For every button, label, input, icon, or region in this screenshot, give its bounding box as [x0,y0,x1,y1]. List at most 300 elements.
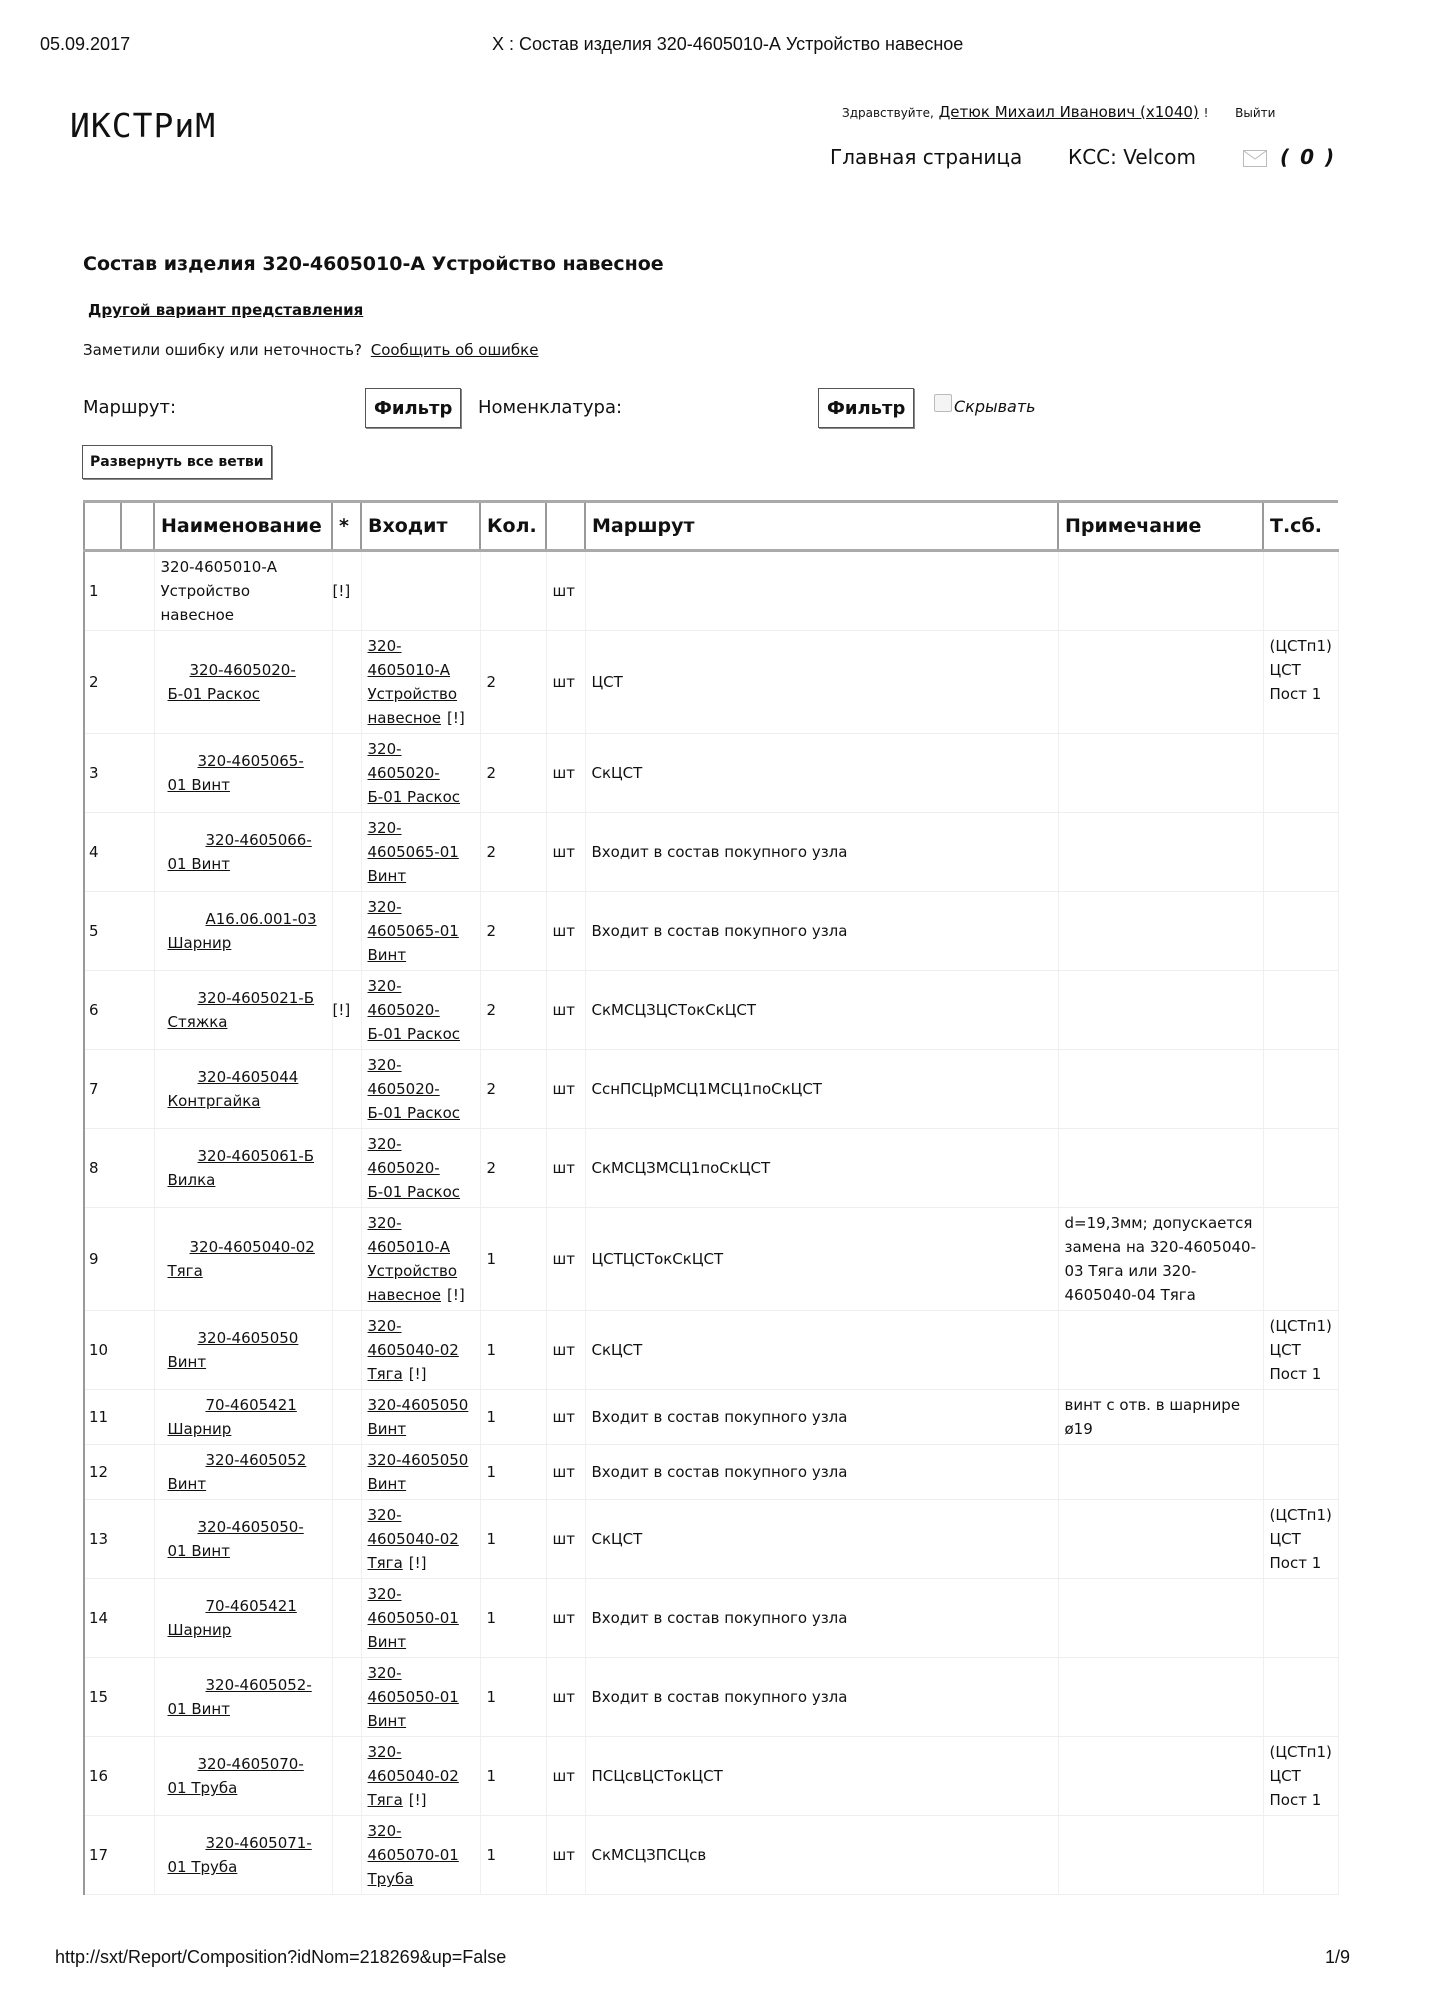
quantity-text: 1 [486,1250,497,1268]
item-name[interactable] [154,1500,332,1579]
parent-item[interactable] [361,734,480,813]
table-row [84,971,1338,1050]
row-number [84,1050,154,1129]
item-name-link[interactable]: 320-4605052-01 Винт [167,1676,312,1718]
table-row [84,892,1338,971]
unit-text: шт [552,843,575,861]
parent-item-link[interactable]: 320-4605050-01 Винт [367,1664,459,1730]
nav-home[interactable]: Главная страница [830,145,1023,169]
unit [546,1129,585,1208]
parent-item-link[interactable]: 320-4605010-А Устройство навесное [367,637,458,727]
table-row [84,1658,1338,1737]
quantity-text: 2 [486,1080,497,1098]
route-text: Входит в состав покупного узла [591,1408,848,1426]
parent-item[interactable] [361,1390,480,1445]
item-name-link[interactable]: 320-4605050 Винт [167,1329,299,1371]
item-name-link[interactable]: 320-4605065-01 Винт [167,752,304,794]
parent-item[interactable] [361,813,480,892]
row-number [84,892,154,971]
row-number-text: 8 [89,1159,99,1177]
unit [546,1390,585,1445]
route [585,971,1058,1050]
row-number [84,1445,154,1500]
quantity [480,551,546,631]
quantity-text: 1 [486,1609,497,1627]
parent-item-link[interactable]: 320-4605040-02 Тяга [367,1743,459,1809]
parent-item[interactable] [361,1129,480,1208]
row-number-text: 10 [89,1341,109,1359]
row-number-text: 1 [89,582,99,600]
note [1058,631,1263,734]
unit [546,631,585,734]
table-row [84,813,1338,892]
unit [546,1445,585,1500]
assembly-shop [1263,1816,1338,1895]
item-name-link[interactable]: 320-4605071-01 Труба [167,1834,312,1876]
quantity-text: 2 [486,1159,497,1177]
assembly-shop [1263,1311,1338,1390]
header-col-qty: Кол. [480,502,546,551]
route-text: СкЦСТ [591,764,643,782]
row-number [84,1500,154,1579]
parent-item-link[interactable]: 320-4605040-02 Тяга [367,1506,459,1572]
header-col-unit [546,502,585,551]
assembly-shop-text: (ЦСТп1) ЦСТ Пост 1 [1269,637,1332,703]
row-number-text: 16 [89,1767,109,1785]
error-report [83,341,538,359]
assembly-shop [1263,1390,1338,1445]
greeting [842,103,1275,121]
route-label: Маршрут: [83,397,177,418]
route-text: СкЦСТ [591,1530,643,1548]
route [585,1658,1058,1737]
item-flag [332,1390,361,1445]
row-number [84,1129,154,1208]
route [585,1129,1058,1208]
row-number [84,1658,154,1737]
item-flag [332,631,361,734]
note [1058,892,1263,971]
route-text: ЦСТЦСТокСкЦСТ [591,1250,724,1268]
note [1058,1311,1263,1390]
parent-item-link[interactable]: 320-4605020-Б-01 Раскос [367,1056,461,1122]
route-text: Входит в состав покупного узла [591,1609,848,1627]
item-name-link[interactable]: 320-4605020-Б-01 Раскос [167,661,296,703]
parent-flag: [!] [408,1365,427,1383]
item-name-link[interactable]: 320-4605052 Винт [167,1451,307,1493]
note-text: винт с отв. в шарнире ø19 [1064,1396,1241,1438]
table-header [84,502,1338,551]
item-name[interactable] [154,813,332,892]
quantity-text: 2 [486,922,497,940]
parent-item[interactable] [361,631,480,734]
item-name-link[interactable]: А16.06.001-03 Шарнир [167,910,317,952]
parent-item-link[interactable]: 320-4605020-Б-01 Раскос [367,1135,461,1201]
user-link[interactable]: Детюк Михаил Иванович (x1040) [938,103,1199,121]
table-row [84,551,1338,631]
quantity [480,1311,546,1390]
row-number [84,1208,154,1311]
route-text: СснПСЦрМСЦ1МСЦ1поСкЦСТ [591,1080,822,1098]
parent-flag: [!] [447,709,465,727]
header-col-parent: Входит [361,502,480,551]
parent-item-link[interactable]: 320-4605040-02 Тяга [367,1317,459,1383]
route [585,1445,1058,1500]
note [1058,1500,1263,1579]
header-col-route: Маршрут [585,502,1058,551]
quantity-text: 2 [486,764,497,782]
table-row [84,1445,1338,1500]
hide-checkbox[interactable] [934,394,952,412]
quantity [480,1208,546,1311]
table-row [84,1816,1338,1895]
assembly-shop [1263,892,1338,971]
row-number-text: 17 [89,1846,109,1864]
item-flag [332,1445,361,1500]
parent-item-link[interactable]: 320-4605065-01 Винт [367,819,459,885]
item-flag [332,1050,361,1129]
item-name[interactable] [154,1579,332,1658]
note [1058,1737,1263,1816]
assembly-shop [1263,1208,1338,1311]
route [585,1311,1058,1390]
parent-item[interactable] [361,892,480,971]
unit [546,1050,585,1129]
parent-item-link[interactable]: 320-4605065-01 Винт [367,898,459,964]
item-flag [332,1208,361,1311]
greeting-exclaim: ! [1203,106,1209,120]
quantity-text: 1 [486,1767,497,1785]
parent-item-link[interactable]: 320-4605050 Винт [367,1451,469,1493]
item-name-link[interactable]: 320-4605021-Б Стяжка [167,989,315,1031]
route-text: Входит в состав покупного узла [591,1463,848,1481]
assembly-shop [1263,551,1338,631]
parent-item-link[interactable]: 320-4605070-01 Труба [367,1822,459,1888]
route [585,551,1058,631]
quantity-text: 1 [486,1463,497,1481]
item-flag [332,1816,361,1895]
unit-text: шт [552,1080,575,1098]
envelope-icon[interactable] [1243,150,1267,167]
note [1058,551,1263,631]
unit-text: шт [552,764,575,782]
table-row [84,1390,1338,1445]
item-name [154,551,332,631]
quantity-text: 1 [486,1408,497,1426]
route [585,631,1058,734]
assembly-shop [1263,1050,1338,1129]
quantity [480,892,546,971]
parent-item-link[interactable]: 320-4605010-А Устройство навесное [367,1214,458,1304]
route-filter-button[interactable]: Фильтр [365,388,461,428]
item-name[interactable] [154,1816,332,1895]
parent-item[interactable] [361,1658,480,1737]
unit [546,734,585,813]
quantity-text: 2 [486,673,497,691]
unit-text: шт [552,922,575,940]
parent-item-link[interactable]: 320-4605050 Винт [367,1396,469,1438]
row-number [84,813,154,892]
note [1058,1129,1263,1208]
item-name[interactable] [154,1658,332,1737]
item-name-link[interactable]: 320-4605061-Б Вилка [167,1147,315,1189]
parent-item[interactable] [361,1050,480,1129]
unit [546,1658,585,1737]
envelope-icon-glyph [1244,151,1266,166]
unit-text: шт [552,1250,575,1268]
parent-item-link[interactable]: 320-4605020-Б-01 Раскос [367,740,461,806]
quantity [480,631,546,734]
route-text: Входит в состав покупного узла [591,1688,848,1706]
item-flag [332,971,361,1050]
note [1058,813,1263,892]
parent-item[interactable] [361,1445,480,1500]
table-row [84,1579,1338,1658]
hide-label: Скрывать [954,397,1036,416]
unit-text: шт [552,1846,575,1864]
route-text: СкМСЦЗМСЦ1поСкЦСТ [591,1159,771,1177]
parent-flag: [!] [408,1554,427,1572]
item-name-link[interactable]: 70-4605421 Шарнир [167,1396,297,1438]
row-number-text: 5 [89,922,99,940]
print-title: X : Состав изделия 320-4605010-А Устройство навесное [492,34,964,54]
unit-text: шт [552,1001,575,1019]
quantity [480,813,546,892]
footer-page: 1/9 [1325,1947,1351,1967]
note-text: d=19,3мм; допускается замена на 320-4605040-03 Тяга или 320-4605040-04 Тяга [1064,1214,1257,1304]
footer-url: http://sxt/Report/Composition?idNom=218269&up=False [55,1947,507,1967]
unit [546,813,585,892]
row-number-text: 9 [89,1250,99,1268]
quantity-text: 2 [486,843,497,861]
item-flag [332,1658,361,1737]
item-name[interactable] [154,971,332,1050]
quantity [480,1816,546,1895]
assembly-shop [1263,734,1338,813]
table-row [84,1208,1338,1311]
parent-item[interactable] [361,1579,480,1658]
route [585,1816,1058,1895]
route-text: ЦСТ [591,673,623,691]
parent-item-link[interactable]: 320-4605020-Б-01 Раскос [367,977,461,1043]
row-number-text: 11 [89,1408,109,1426]
item-name[interactable] [154,892,332,971]
nomenclature-label: Номенклатура: [478,397,623,418]
route-text: СкЦСТ [591,1341,643,1359]
assembly-shop [1263,1445,1338,1500]
unit [546,892,585,971]
quantity [480,1390,546,1445]
note [1058,734,1263,813]
print-date: 05.09.2017 [40,34,131,54]
item-name-link: 320-4605010-А Устройство навесное [160,558,278,624]
row-number [84,971,154,1050]
item-name[interactable] [154,1129,332,1208]
header-col-note: Примечание [1058,502,1263,551]
row-number-text: 15 [89,1688,109,1706]
quantity [480,1658,546,1737]
item-flag [332,1129,361,1208]
parent-item[interactable] [361,1311,480,1390]
route [585,1390,1058,1445]
item-name[interactable] [154,734,332,813]
header-col-name: Наименование [154,502,332,551]
page-title: Состав изделия 320-4605010-А Устройство навесное [83,253,664,275]
item-name[interactable] [154,631,332,734]
logo: ИКСТРиМ [70,106,217,145]
unit-text: шт [552,1609,575,1627]
route [585,1500,1058,1579]
header-col-star: * [332,502,361,551]
item-name[interactable] [154,1050,332,1129]
quantity-text: 1 [486,1846,497,1864]
row-number [84,1816,154,1895]
unit-text: шт [552,1767,575,1785]
item-flag [332,813,361,892]
route [585,734,1058,813]
header-col-tsb: Т.сб. [1263,502,1338,551]
item-name-link[interactable]: 320-4605066-01 Винт [167,831,312,873]
row-number-text: 12 [89,1463,109,1481]
unit [546,1311,585,1390]
quantity-text: 1 [486,1688,497,1706]
item-flag-text: [!] [332,1001,351,1019]
unit [546,1816,585,1895]
note [1058,1390,1263,1445]
assembly-shop [1263,813,1338,892]
row-number-text: 6 [89,1001,99,1019]
unit-text: шт [552,582,575,600]
unit-text: шт [552,673,575,691]
item-name[interactable] [154,1390,332,1445]
item-flag [332,734,361,813]
alt-view-link[interactable]: Другой вариант представления [88,301,364,319]
unit [546,1579,585,1658]
unit [546,1208,585,1311]
row-number [84,1579,154,1658]
unit [546,1500,585,1579]
item-name-link[interactable]: 70-4605421 Шарнир [167,1597,297,1639]
table-row [84,734,1338,813]
row-number [84,734,154,813]
quantity [480,971,546,1050]
item-name-link[interactable]: 320-4605070-01 Труба [167,1755,304,1797]
route-text: СкМСЦЗЦСТокСкЦСТ [591,1001,757,1019]
item-name[interactable] [154,1445,332,1500]
route [585,813,1058,892]
note [1058,1658,1263,1737]
item-flag [332,1579,361,1658]
item-flag-text: [!] [332,582,351,600]
row-number [84,551,154,631]
route [585,1579,1058,1658]
table-row [84,1737,1338,1816]
assembly-shop [1263,631,1338,734]
note [1058,1050,1263,1129]
item-name-link[interactable]: 320-4605050-01 Винт [167,1518,304,1560]
expand-all-button[interactable]: Развернуть все ветви [82,445,272,479]
row-number-text: 3 [89,764,99,782]
assembly-shop [1263,1129,1338,1208]
parent-item[interactable] [361,971,480,1050]
route [585,1050,1058,1129]
unit-text: шт [552,1341,575,1359]
route [585,892,1058,971]
assembly-shop [1263,1500,1338,1579]
row-number [84,1390,154,1445]
quantity [480,1500,546,1579]
unit-text: шт [552,1463,575,1481]
parent-item[interactable] [361,551,480,631]
quantity [480,1737,546,1816]
assembly-shop-text: (ЦСТп1) ЦСТ Пост 1 [1269,1317,1332,1383]
route [585,1208,1058,1311]
unit-text: шт [552,1530,575,1548]
route [585,1737,1058,1816]
quantity [480,1050,546,1129]
note [1058,971,1263,1050]
report-error-link[interactable]: Сообщить об ошибке [370,341,539,359]
parent-item[interactable] [361,1208,480,1311]
item-name[interactable] [154,1737,332,1816]
note [1058,1579,1263,1658]
parent-item[interactable] [361,1816,480,1895]
unit-text: шт [552,1159,575,1177]
item-name[interactable] [154,1311,332,1390]
quantity [480,734,546,813]
route-text: Входит в состав покупного узла [591,922,848,940]
item-name[interactable] [154,1208,332,1311]
nav-kss[interactable]: КСС: Velcom [1068,145,1196,169]
quantity [480,1579,546,1658]
row-number [84,1311,154,1390]
mail-count[interactable]: ( 0 ) [1280,145,1337,169]
unit [546,971,585,1050]
quantity-text: 1 [486,1530,497,1548]
logout-link[interactable]: Выйти [1235,106,1276,120]
unit [546,1737,585,1816]
quantity-text: 1 [486,1341,497,1359]
unit [546,551,585,631]
parent-item[interactable] [361,1737,480,1816]
row-number-text: 2 [89,673,99,691]
table-row [84,1050,1338,1129]
table-row [84,1129,1338,1208]
error-prompt: Заметили ошибку или неточность? [83,341,362,359]
quantity [480,1129,546,1208]
parent-item-link[interactable]: 320-4605050-01 Винт [367,1585,459,1651]
row-number [84,1737,154,1816]
table-row [84,631,1338,734]
parent-flag: [!] [447,1286,465,1304]
row-number-text: 14 [89,1609,109,1627]
parent-item[interactable] [361,1500,480,1579]
greeting-text: Здравствуйте, [842,106,934,120]
assembly-shop [1263,1737,1338,1816]
item-name-link[interactable]: 320-4605044 Контргайка [167,1068,299,1110]
item-flag [332,1737,361,1816]
route-text: Входит в состав покупного узла [591,843,848,861]
note [1058,1208,1263,1311]
note [1058,1816,1263,1895]
row-number-text: 7 [89,1080,99,1098]
item-name-link[interactable]: 320-4605040-02 Тяга [167,1238,315,1280]
parent-flag: [!] [408,1791,427,1809]
route-text: СкМСЦЗПСЦсв [591,1846,707,1864]
unit-text: шт [552,1408,575,1426]
header-col-toggle [121,502,154,551]
nomenclature-filter-button[interactable]: Фильтр [818,388,914,428]
